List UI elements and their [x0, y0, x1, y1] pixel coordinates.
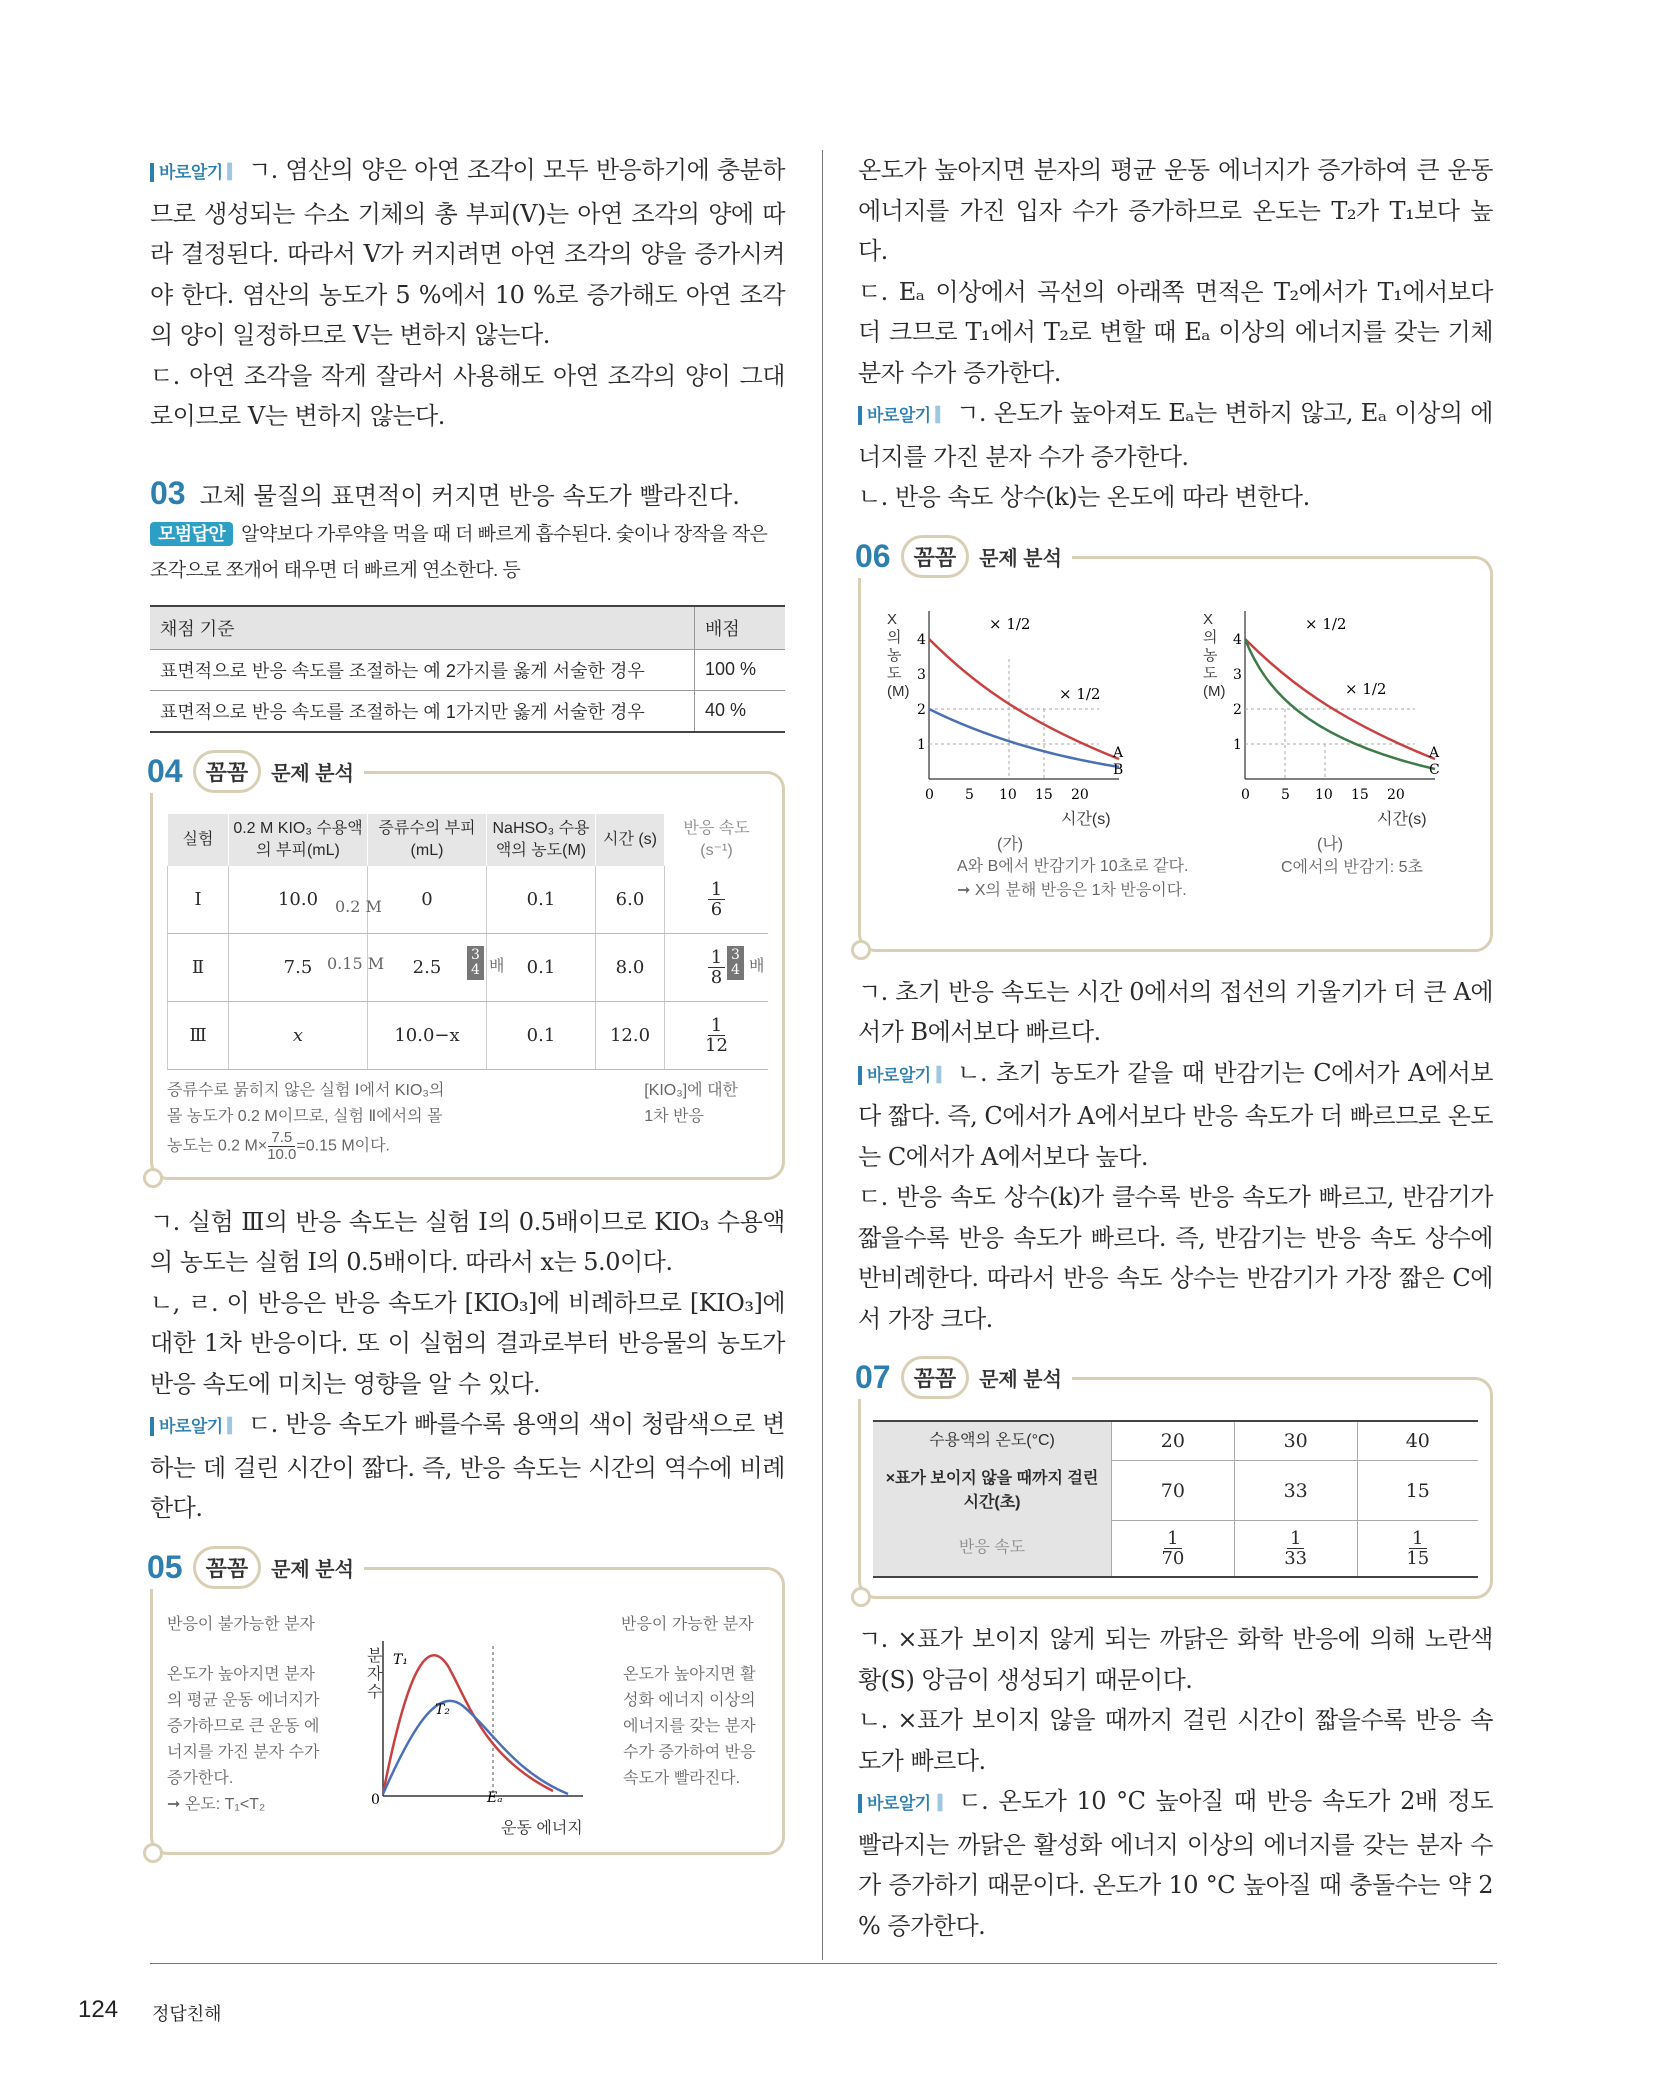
y-axis-label: X의 농도(M) — [1203, 610, 1226, 700]
svg-text:4: 4 — [1233, 631, 1242, 648]
paragraph: 바로알기 ▎ ㄷ. 반응 속도가 빠를수록 용액의 색이 청람색으로 변하는 데 걸린 시간이 짧다. 즉, 반응 속도는 시간의 역수에 비례한다. — [150, 1404, 785, 1529]
wrong-answer-tag: 바로알기 ▎ — [858, 1066, 953, 1085]
table-row: ×표가 보이지 않을 때까지 걸린 시간(초) 70 33 15 — [873, 1461, 1478, 1521]
svg-text:A: A — [1113, 744, 1124, 761]
question-04-analysis-box — [147, 752, 785, 1180]
wrong-answer-tag: 바로알기 ▎ — [150, 1417, 244, 1436]
svg-text:4: 4 — [917, 631, 926, 648]
annotation-0.2M: 0.2 M — [335, 896, 382, 916]
question-07-analysis-box — [855, 1359, 1493, 1599]
page-number: 124 — [78, 1996, 119, 2023]
paragraph: 바로알기 ▎ ㄱ. 온도가 높아져도 Eₐ는 변하지 않고, Eₐ 이상의 에너지를 가진 분자 수가 증가한다. — [858, 393, 1493, 477]
graph-na-label: (나) — [1317, 835, 1344, 853]
left-column — [147, 150, 785, 1855]
label-ea: Eₐ — [487, 1789, 503, 1806]
curve-b — [929, 709, 1119, 767]
table-row: 표면적으로 반응 속도를 조절하는 예 1가지만 옳게 서술한 경우 40 % — [150, 690, 785, 732]
ratio-badge-label: 배 — [489, 957, 505, 975]
svg-text:1: 1 — [917, 736, 926, 753]
svg-text:3: 3 — [917, 666, 926, 683]
rate-fraction: $\frac{1}{8}$ — [708, 948, 725, 987]
svg-text:5: 5 — [965, 786, 974, 803]
temperature-table — [873, 1420, 1478, 1578]
svg-text:2: 2 — [917, 701, 926, 718]
half-label: × 1/2 — [989, 614, 1031, 633]
question-03-header — [150, 475, 785, 512]
x-axis-label: 운동 에너지 — [501, 1819, 583, 1837]
box-title: 문제 분석 — [271, 762, 354, 785]
ratio-badge: 3 4 — [467, 946, 484, 980]
paragraph: 온도가 높아지면 분자의 평균 운동 에너지가 증가하여 큰 운동 에너지를 가진 입자 수가 증가하므로 온도는 T₂가 T₁보다 높다. — [858, 156, 1493, 265]
paragraph: 바로알기 ▎ ㄱ. 염산의 양은 아연 조각이 모두 반응하기에 충분하므로 생성되는 수소 기체의 총 부피(V)는 아연 조각의 양에 따라 결정된다. 따라서 V가 커지려면 아연 조각의 양을 증가시켜야 한다. 염산의 농도가 5 %에서 10 %로 증가해도 아연 조각의 양이 일정하므로 V는 변하지 않는다. — [150, 150, 785, 356]
note-half-life-ab: A와 B에서 반감기가 10초로 같다. ➞ X의 분해 반응은 1차 반응이다. — [957, 857, 1189, 899]
half-label: × 1/2 — [1345, 679, 1387, 698]
paragraph: ㄴ. 반응 속도 상수(k)는 온도에 따라 변한다. — [858, 483, 1310, 511]
graph-na — [1195, 599, 1455, 829]
box-title: 문제 분석 — [979, 1369, 1062, 1391]
question-number: 03 — [150, 474, 186, 511]
paragraph: ㄷ. 반응 속도 상수(k)가 클수록 반응 속도가 빠르고, 반감기가 짧을수록 반응 속도가 빠르다. 즉, 반감기는 반응 속도 상수에 반비례한다. 따라서 반응 속도 상수는 반감기가 가장 짧은 C에서 가장 크다. — [858, 1183, 1493, 1333]
paragraph: ㄱ. 초기 반응 속도는 시간 0에서의 접선의 기울기가 더 큰 A에서가 B에서보다 빠르다. — [858, 977, 1493, 1046]
paragraph: 바로알기 ▎ ㄴ. 초기 농도가 같을 때 반감기는 C에서가 A에서보다 짧다. 즉, C에서가 A에서보다 반응 속도가 더 빠르므로 온도는 C에서가 A에서보다 높다. — [858, 1053, 1493, 1178]
question-title: 고체 물질의 표면적이 커지면 반응 속도가 빨라진다. — [199, 481, 740, 510]
table-row: 수용액의 온도(°C) 20 30 40 — [873, 1421, 1478, 1461]
experiment-table: 실험 0.2 M KIO₃ 수용액의 부피(mL) 증류수의 부피(mL) NaHSO₃ 수용액의 농도(M) 시간 (s) 반응 속도 (s⁻¹) Ⅰ 10.0 0 0.1 6.0 $\frac{1}{6}$ Ⅱ 7.5 2.5 0.1 8.0 $\frac{1}{8}$ Ⅲ x 10.0−x 0.1 12.0 $\frac{1}{12}$ — [167, 814, 768, 1070]
graph-ga-label: (가) — [997, 835, 1024, 853]
note-half-life-c: C에서의 반감기: 5초 — [1281, 858, 1423, 876]
wrong-answer-tag: 바로알기 ▎ — [150, 163, 244, 182]
column-divider — [822, 150, 823, 1960]
table-row: 표면적으로 반응 속도를 조절하는 예 2가지를 옳게 서술한 경우 100 % — [150, 649, 785, 690]
right-note: 온도가 높아지면 활성화 에너지 이상의 에너지를 갖는 분자 수가 증가하여 반응 속도가 빨라진다. — [623, 1665, 756, 1787]
question-06-analysis-box — [855, 537, 1493, 952]
y-axis-label: 분자 수 — [367, 1647, 383, 1701]
rate-fraction: $\frac{1}{12}$ — [705, 1014, 728, 1056]
note-dilution: 증류수로 묽히지 않은 실험 Ⅰ에서 KIO₃의 몰 농도가 0.2 M이므로, 실험 Ⅱ에서의 몰 농도는 0.2 M× $\frac{7.5}{10.0}$ =0.15 M이다. — [167, 1081, 445, 1163]
question-05-analysis-box — [147, 1548, 785, 1855]
question-number: 05 — [147, 1548, 183, 1585]
paragraph: ㄱ. ×표가 보이지 않게 되는 까닭은 화학 반응에 의해 노란색 황(S) 앙금이 생성되기 때문이다. — [858, 1625, 1493, 1694]
label-non-reactive: 반응이 불가능한 분자 — [167, 1615, 315, 1633]
question-number: 07 — [855, 1359, 891, 1395]
label-t2: T₂ — [435, 1701, 450, 1718]
footer-line — [150, 1963, 1497, 1964]
table-row: Ⅲ x 10.0−x 0.1 12.0 $\frac{1}{12}$ — [168, 1001, 769, 1069]
table-row: 반응 속도 $\frac{1}{70}$ $\frac{1}{33}$ $\frac{1}{15}$ — [873, 1521, 1478, 1578]
table-row: Ⅰ 10.0 0 0.1 6.0 $\frac{1}{6}$ — [168, 866, 769, 934]
scoring-table: 채점 기준 배점 표면적으로 반응 속도를 조절하는 예 2가지를 옳게 서술한 경우 100 % 표면적으로 반응 속도를 조절하는 예 1가지만 옳게 서술한 경우 40 % — [150, 605, 785, 733]
paragraph: ㄷ. Eₐ 이상에서 곡선의 아래쪽 면적은 T₂에서가 T₁에서보다 더 크므로 T₁에서 T₂로 변할 때 Eₐ 이상의 에너지를 갖는 기체 분자 수가 증가한다. — [858, 277, 1493, 387]
curve-c — [1245, 639, 1435, 769]
question-number: 04 — [147, 752, 183, 789]
half-label: × 1/2 — [1305, 614, 1347, 633]
svg-text:20: 20 — [1071, 786, 1089, 803]
svg-text:15: 15 — [1035, 786, 1053, 803]
annotation-0.15M: 0.15 M — [327, 953, 385, 973]
question-number: 06 — [855, 537, 891, 574]
svg-text:10: 10 — [999, 786, 1017, 803]
svg-text:A: A — [1429, 744, 1440, 761]
half-label: × 1/2 — [1059, 684, 1101, 703]
label-reactive: 반응이 가능한 분자 — [621, 1615, 754, 1633]
paragraph: ㄷ. 아연 조각을 작게 잘라서 사용해도 아연 조각의 양이 그대로이므로 V는 변하지 않는다. — [150, 361, 785, 430]
ratio-badge: 3 4 — [727, 946, 744, 980]
label-t1: T₁ — [393, 1651, 408, 1668]
page-label: 정답친해 — [152, 2004, 222, 2024]
svg-text:C: C — [1429, 761, 1440, 778]
curve-t2 — [383, 1700, 568, 1793]
note-first-order: [KIO₃]에 대한 1차 반응 — [644, 1081, 738, 1125]
y-axis-label: X의 농도(M) — [887, 610, 910, 700]
wrong-answer-tag: 바로알기 ▎ — [858, 1794, 954, 1813]
box-title: 문제 분석 — [271, 1558, 354, 1581]
left-note: 온도가 높아지면 분자의 평균 운동 에너지가 증가하므로 큰 운동 에너지를 가진 분자 수가 증가한다. ➞ 온도: T₁<T₂ — [167, 1665, 320, 1813]
ratio-badge-label: 배 — [749, 957, 765, 975]
svg-text:5: 5 — [1281, 786, 1290, 803]
paragraph: ㄴ. ×표가 보이지 않을 때까지 걸린 시간이 짧을수록 반응 속도가 빠르다. — [858, 1706, 1493, 1775]
curve-a — [1245, 639, 1435, 759]
svg-text:1: 1 — [1233, 736, 1242, 753]
energy-distribution-graph — [353, 1606, 593, 1816]
table-row: Ⅱ 7.5 2.5 0.1 8.0 $\frac{1}{8}$ — [168, 933, 769, 1001]
svg-text:0: 0 — [925, 786, 934, 803]
x-axis-label: 시간(s) — [1377, 810, 1427, 828]
label-origin: 0 — [371, 1791, 380, 1808]
box-title: 문제 분석 — [979, 547, 1062, 570]
x-axis-label: 시간(s) — [1061, 810, 1111, 828]
rate-fraction: $\frac{1}{6}$ — [708, 880, 725, 919]
curve-t1 — [383, 1655, 553, 1794]
model-answer: 모범답안 알약보다 가루약을 먹을 때 더 빠르게 흡수된다. 숯이나 장작을 작은 조각으로 쪼개어 태우면 더 빠르게 연소한다. 등 — [150, 523, 768, 581]
svg-text:B: B — [1113, 761, 1124, 778]
graph-ga — [879, 599, 1139, 829]
right-column — [855, 150, 1494, 1946]
svg-text:10: 10 — [1315, 786, 1333, 803]
paragraph: ㄱ. 실험 Ⅲ의 반응 속도는 실험 Ⅰ의 0.5배이므로 KIO₃ 수용액의 농도는 실험 Ⅰ의 0.5배이다. 따라서 x는 5.0이다. — [150, 1207, 785, 1276]
svg-text:15: 15 — [1351, 786, 1369, 803]
kkomkkom-badge: 꼼꼼 — [901, 1356, 970, 1399]
svg-text:2: 2 — [1233, 701, 1242, 718]
kkomkkom-badge: 꼼꼼 — [901, 535, 970, 578]
kkomkkom-badge: 꼼꼼 — [193, 750, 262, 793]
paragraph: ㄴ, ㄹ. 이 반응은 반응 속도가 [KIO₃]에 비례하므로 [KIO₃]에 대한 1차 반응이다. 또 이 실험의 결과로부터 반응물의 농도가 반응 속도에 미치는 영향을 알 수 있다. — [150, 1288, 785, 1398]
svg-text:0: 0 — [1241, 786, 1250, 803]
model-answer-tag: 모범답안 — [150, 522, 233, 546]
svg-text:3: 3 — [1233, 666, 1242, 683]
svg-text:20: 20 — [1387, 786, 1405, 803]
paragraph: 바로알기 ▎ ㄷ. 온도가 10 °C 높아질 때 반응 속도가 2배 정도 빨라지는 까닭은 활성화 에너지 이상의 에너지를 갖는 분자 수가 증가하기 때문이다. 온도가 10 °C 높아질 때 충돌수는 약 2 % 증가한다. — [858, 1781, 1493, 1946]
wrong-answer-tag: 바로알기 ▎ — [858, 406, 952, 425]
kkomkkom-badge: 꼼꼼 — [193, 1546, 262, 1589]
